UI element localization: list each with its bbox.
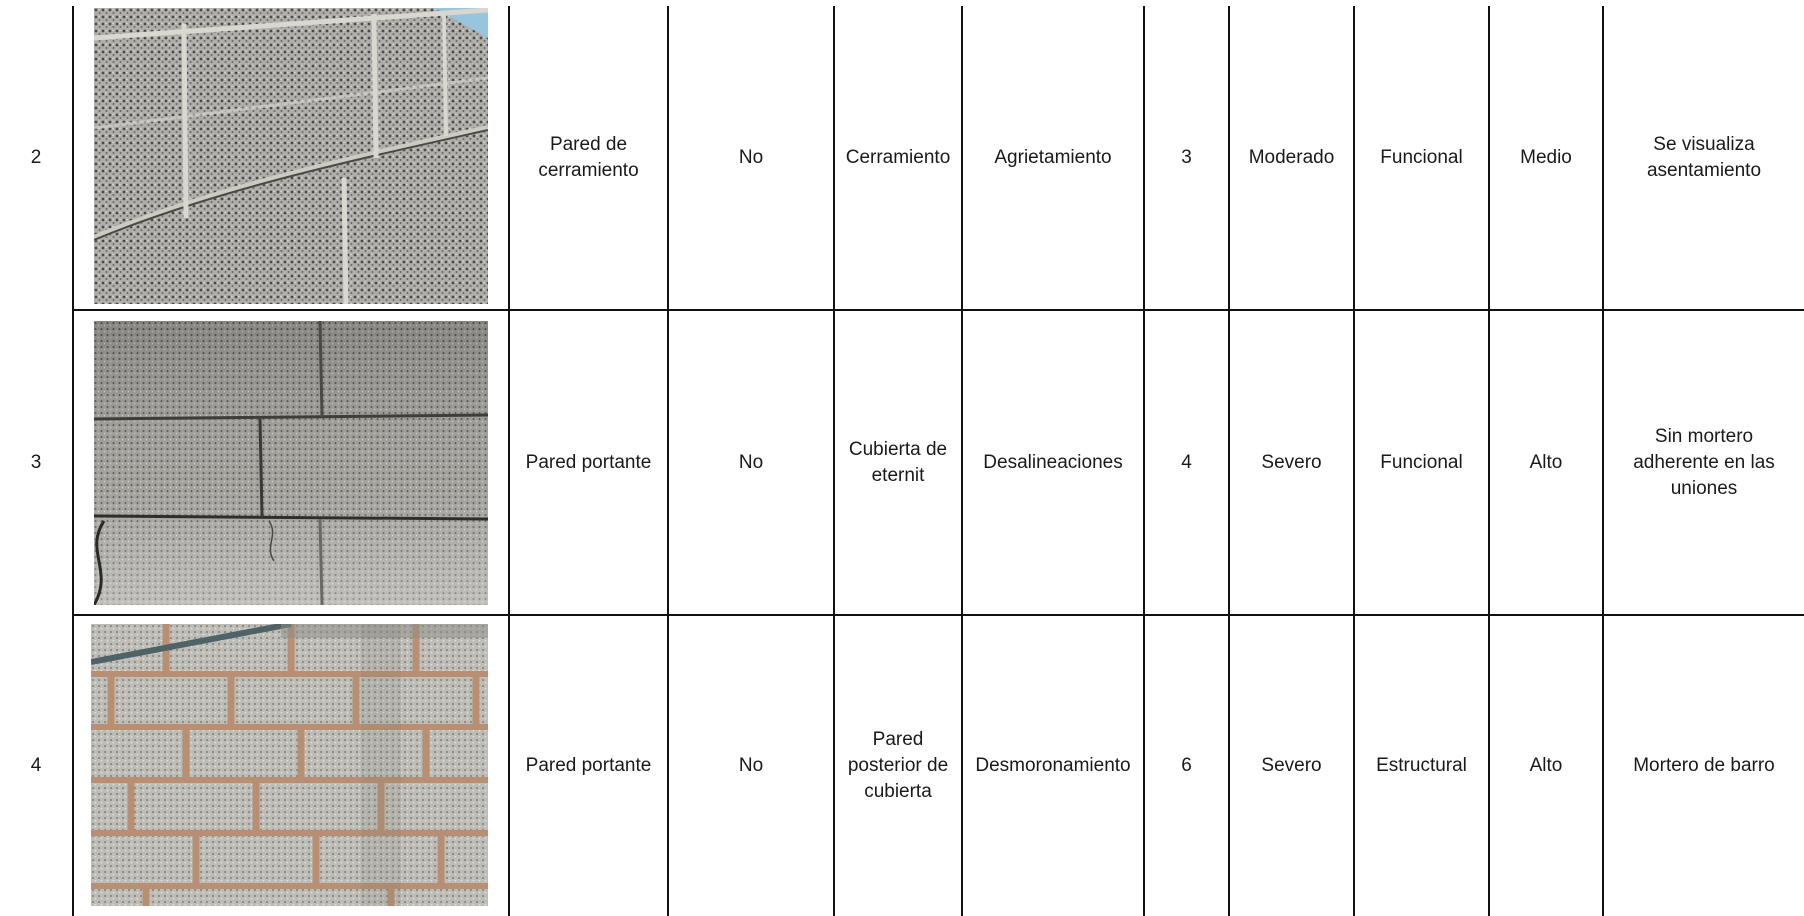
grid-line — [72, 6, 74, 916]
damage-cell: Desmoronamiento — [975, 755, 1131, 776]
score-cell: 6 — [1181, 755, 1192, 776]
flag-cell: No — [738, 755, 764, 776]
element-cell: Pared portante — [525, 451, 652, 473]
row-number: 3 — [30, 451, 42, 473]
severity-cell: Severo — [1261, 755, 1322, 776]
flag-cell: No — [738, 451, 764, 473]
location-cell: Cubierta de eternit — [848, 438, 948, 486]
row-number: 4 — [30, 755, 42, 776]
element-cell: Pared de cerramiento — [538, 133, 639, 181]
row-number: 2 — [30, 146, 42, 168]
severity-cell: Moderado — [1248, 146, 1335, 168]
location-cell: Pared posterior de cubierta — [847, 729, 949, 802]
score-cell: 3 — [1181, 146, 1192, 168]
location-cell: Cerramiento — [845, 146, 951, 168]
element-cell: Pared portante — [525, 755, 652, 776]
risk-cell: Alto — [1529, 451, 1563, 473]
type-cell: Funcional — [1380, 451, 1463, 473]
damage-cell: Agrietamiento — [994, 146, 1112, 168]
risk-cell: Alto — [1529, 755, 1563, 776]
type-cell: Estructural — [1376, 755, 1467, 776]
observation-cell: Se visualiza asentamiento — [1646, 133, 1762, 181]
type-cell: Funcional — [1380, 146, 1463, 168]
observation-cell: Mortero de barro — [1633, 755, 1775, 776]
crumbling-block-wall-photo — [91, 624, 488, 906]
severity-cell: Severo — [1261, 451, 1322, 473]
score-cell: 4 — [1181, 451, 1192, 473]
observation-cell: Sin mortero adherente en las uniones — [1633, 425, 1775, 499]
flag-cell: No — [738, 146, 764, 168]
risk-cell: Medio — [1520, 146, 1572, 168]
misaligned-block-wall-photo — [94, 321, 488, 605]
damage-cell: Desalineaciones — [983, 451, 1123, 473]
cracked-block-wall-photo — [94, 8, 488, 304]
